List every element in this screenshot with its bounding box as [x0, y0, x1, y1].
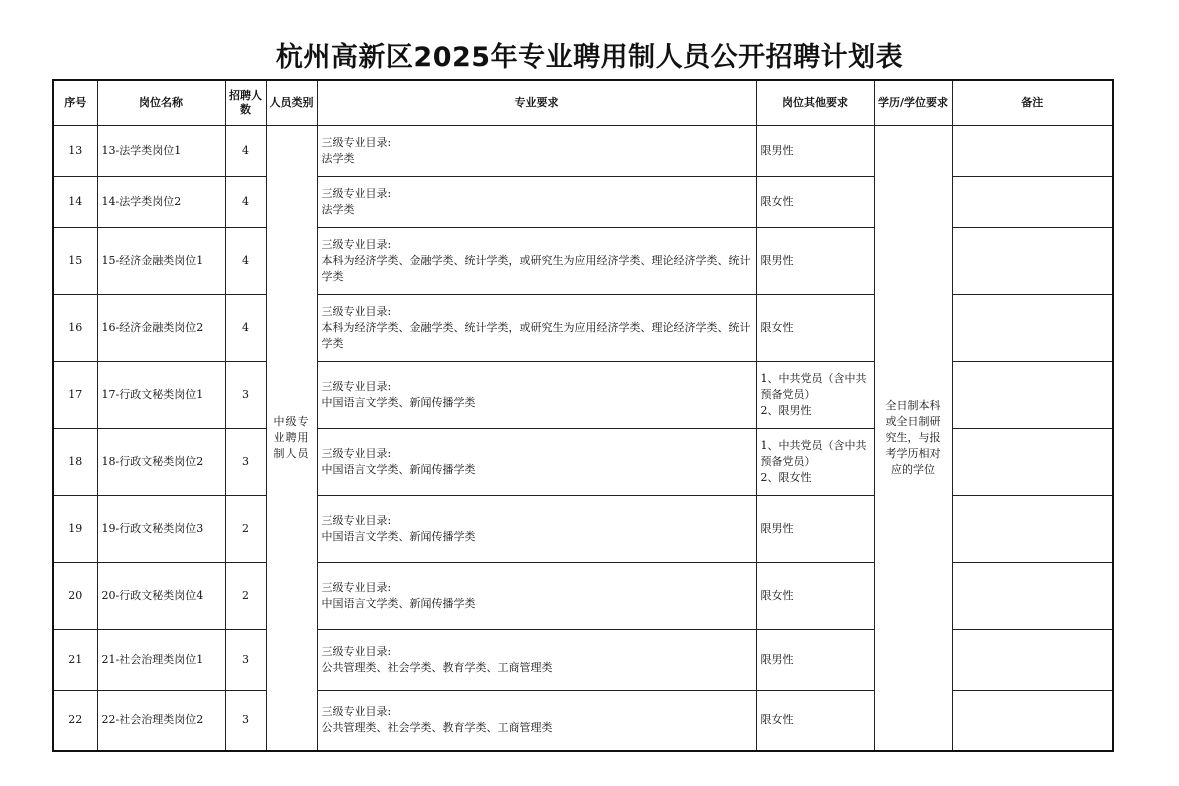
cell-note	[952, 563, 1113, 630]
table-row	[53, 295, 1113, 362]
cell-seq: 13	[53, 126, 97, 177]
cell-post-name: 16-经济金融类岗位2	[97, 295, 225, 362]
table-row	[53, 496, 1113, 563]
cell-note	[952, 126, 1113, 177]
cell-count: 4	[225, 228, 266, 295]
cell-post-name: 19-行政文秘类岗位3	[97, 496, 225, 563]
cell-note	[952, 228, 1113, 295]
cell-major-requirement: 三级专业目录: 法学类	[317, 126, 756, 177]
cell-note	[952, 429, 1113, 496]
header-count: 招聘人数	[225, 80, 266, 126]
header-post-name: 岗位名称	[97, 80, 225, 126]
cell-note	[952, 295, 1113, 362]
cell-major-requirement: 三级专业目录: 公共管理类、社会学类、教育学类、工商管理类	[317, 691, 756, 751]
cell-post-name: 15-经济金融类岗位1	[97, 228, 225, 295]
cell-seq: 14	[53, 177, 97, 228]
cell-other-requirement: 限男性	[756, 126, 874, 177]
cell-seq: 16	[53, 295, 97, 362]
cell-seq: 19	[53, 496, 97, 563]
cell-seq: 18	[53, 429, 97, 496]
cell-major-requirement: 三级专业目录: 中国语言文学类、新闻传播学类	[317, 429, 756, 496]
cell-major-requirement: 三级专业目录: 法学类	[317, 177, 756, 228]
header-type: 人员类别	[266, 80, 317, 126]
cell-seq: 17	[53, 362, 97, 429]
cell-post-name: 20-行政文秘类岗位4	[97, 563, 225, 630]
table-row	[53, 126, 1113, 177]
cell-post-name: 13-法学类岗位1	[97, 126, 225, 177]
cell-post-name: 21-社会治理类岗位1	[97, 630, 225, 691]
recruitment-table	[52, 79, 1114, 752]
table-row	[53, 177, 1113, 228]
cell-major-requirement: 三级专业目录: 中国语言文学类、新闻传播学类	[317, 496, 756, 563]
cell-count: 2	[225, 563, 266, 630]
cell-count: 3	[225, 630, 266, 691]
header-other: 岗位其他要求	[756, 80, 874, 126]
page-title: 杭州高新区2025年专业聘用制人员公开招聘计划表	[275, 42, 904, 73]
cell-other-requirement: 限女性	[756, 295, 874, 362]
table-row	[53, 228, 1113, 295]
cell-other-requirement: 限男性	[756, 228, 874, 295]
cell-count: 4	[225, 177, 266, 228]
cell-major-requirement: 三级专业目录: 中国语言文学类、新闻传播学类	[317, 563, 756, 630]
cell-count: 2	[225, 496, 266, 563]
cell-count: 3	[225, 429, 266, 496]
cell-note	[952, 630, 1113, 691]
cell-count: 4	[225, 126, 266, 177]
header-seq: 序号	[53, 80, 97, 126]
cell-note	[952, 362, 1113, 429]
table-row	[53, 630, 1113, 691]
header-edu: 学历/学位要求	[874, 80, 952, 126]
cell-other-requirement: 限女性	[756, 177, 874, 228]
cell-count: 3	[225, 362, 266, 429]
cell-seq: 20	[53, 563, 97, 630]
header-note: 备注	[952, 80, 1113, 126]
cell-major-requirement: 三级专业目录: 本科为经济学类、金融学类、统计学类，或研究生为应用经济学类、理论经济学类、统计学类	[317, 295, 756, 362]
cell-post-name: 14-法学类岗位2	[97, 177, 225, 228]
cell-seq: 22	[53, 691, 97, 751]
cell-post-name: 17-行政文秘类岗位1	[97, 362, 225, 429]
cell-other-requirement: 限女性	[756, 691, 874, 751]
cell-seq: 21	[53, 630, 97, 691]
cell-personnel-type: 中级专业聘用制人员	[266, 126, 317, 751]
cell-note	[952, 691, 1113, 751]
cell-major-requirement: 三级专业目录: 中国语言文学类、新闻传播学类	[317, 362, 756, 429]
cell-post-name: 22-社会治理类岗位2	[97, 691, 225, 751]
cell-major-requirement: 三级专业目录: 公共管理类、社会学类、教育学类、工商管理类	[317, 630, 756, 691]
header-major: 专业要求	[317, 80, 756, 126]
cell-seq: 15	[53, 228, 97, 295]
cell-count: 3	[225, 691, 266, 751]
cell-other-requirement: 限男性	[756, 630, 874, 691]
cell-education-requirement: 全日制本科或全日制研究生，与报考学历相对应的学位	[874, 126, 952, 751]
cell-other-requirement: 限男性	[756, 496, 874, 563]
table-row	[53, 691, 1113, 751]
cell-other-requirement: 1、中共党员（含中共预备党员） 2、限女性	[756, 429, 874, 496]
cell-other-requirement: 1、中共党员（含中共预备党员） 2、限男性	[756, 362, 874, 429]
table-row	[53, 362, 1113, 429]
table-header-row	[53, 80, 1113, 126]
cell-major-requirement: 三级专业目录: 本科为经济学类、金融学类、统计学类，或研究生为应用经济学类、理论经济学类、统计学类	[317, 228, 756, 295]
cell-other-requirement: 限女性	[756, 563, 874, 630]
cell-note	[952, 177, 1113, 228]
cell-post-name: 18-行政文秘类岗位2	[97, 429, 225, 496]
cell-count: 4	[225, 295, 266, 362]
table-row	[53, 563, 1113, 630]
cell-note	[952, 496, 1113, 563]
table-row	[53, 429, 1113, 496]
